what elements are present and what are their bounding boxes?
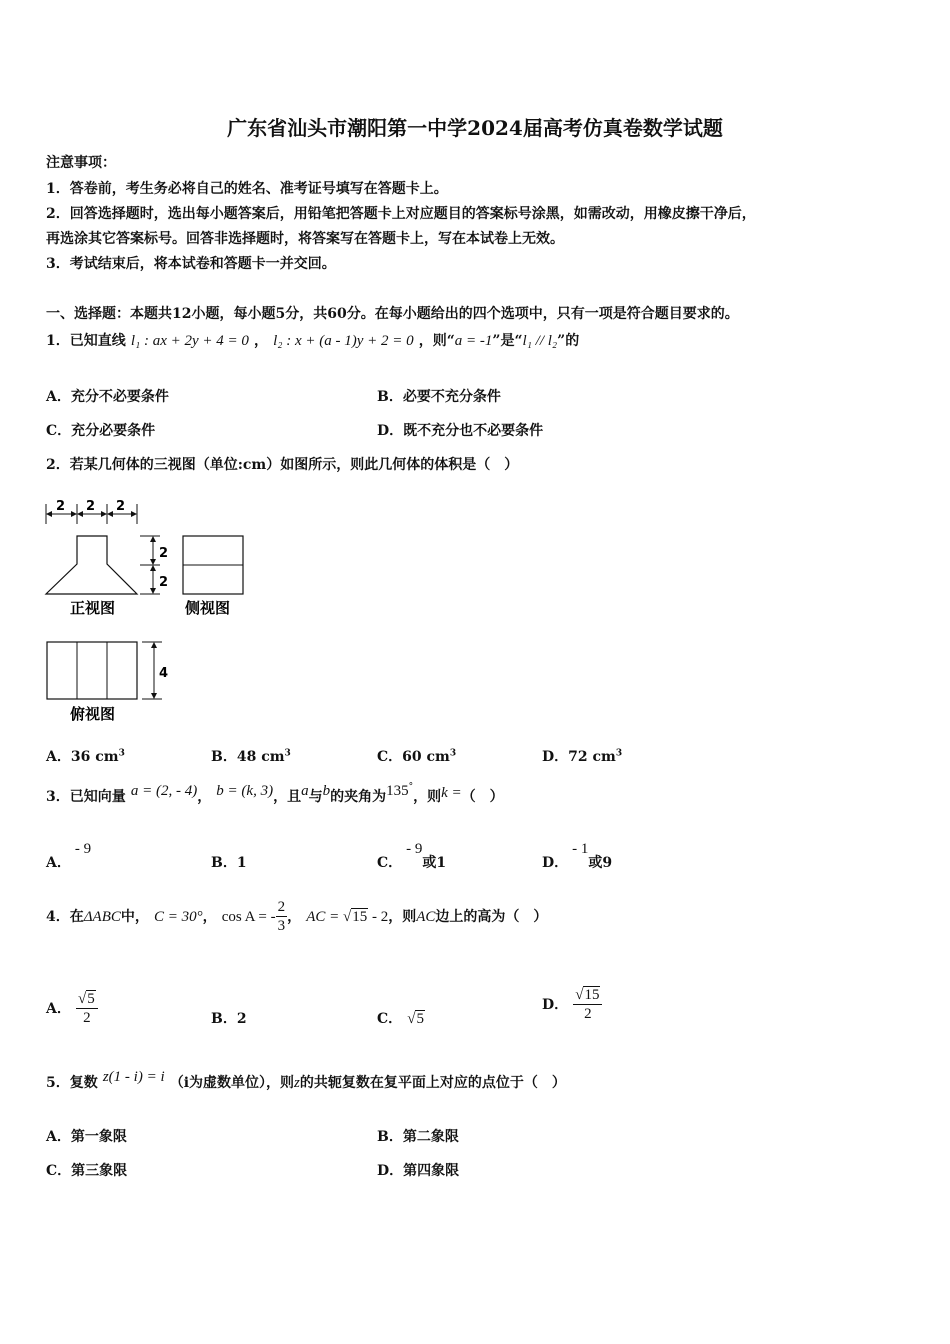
- dim-label-5: 2: [159, 575, 169, 590]
- q3-option-c: C．- 9或1: [377, 841, 447, 871]
- complex-expression: z(1 - i) = i: [102, 1069, 165, 1085]
- question-2-stem: 2．若某几何体的三视图（单位:cm）如图所示，则此几何体的体积是（ ）: [46, 457, 519, 473]
- q1-prefix: 1．已知直线: [46, 333, 126, 349]
- three-view-figure: [40, 496, 260, 728]
- q5-option-d: D．第四象限: [377, 1163, 460, 1179]
- notice-item-3: 3．考试结束后，将本试卷和答题卡一并交回。: [46, 256, 336, 272]
- height-label: 4: [159, 666, 169, 681]
- q1-condition: a = -1: [454, 333, 493, 349]
- dim-label-2: 2: [86, 499, 96, 514]
- q1-line-l1: l₁ : ax + 2y + 4 = 0: [130, 333, 249, 349]
- notice-heading: 注意事项：: [46, 155, 116, 171]
- q2-option-d: D．72 $cm^3$: [542, 748, 623, 765]
- side-view-label: 侧视图: [185, 599, 231, 617]
- q1-option-c: C．充分必要条件: [46, 423, 156, 439]
- dim-label-3: 2: [116, 499, 126, 514]
- q3-option-b: B．1: [211, 855, 247, 871]
- triangle-abc: ΔABC: [83, 909, 121, 925]
- q3-option-d: D．- 1或9: [542, 841, 613, 871]
- q1-sep: ，: [254, 333, 268, 349]
- notice-item-1: 1．答卷前，考生务必将自己的姓名、准考证号填写在答题卡上。: [46, 181, 448, 197]
- section-heading: 一、选择题：本题共12小题，每小题5分，共60分。在每小题给出的四个选项中，只有一项是符合题目要求的。: [46, 306, 739, 322]
- top-view-label: 俯视图: [70, 705, 116, 723]
- q5-option-a: A．第一象限: [46, 1129, 127, 1145]
- dim-label-4: 2: [159, 546, 169, 561]
- notice-item-2a: 2．回答选择题时，选出每小题答案后，用铅笔把答题卡上对应题目的答案标号涂黑，如需改动，用橡皮擦干净后，: [46, 206, 756, 222]
- vector-b: b = (k, 3): [216, 783, 274, 799]
- q1-line-l2: l₂ : x + (a - 1)y + 2 = 0: [273, 333, 414, 349]
- question-4-stem: 4．在ΔABC中， C = 30°， cos A = - $\frac{2}{3}$ ， AC = √15 - 2，则AC边上的高为（ ）: [46, 899, 548, 934]
- dim-label-1: 2: [56, 499, 66, 514]
- q5-option-b: B．第二象限: [377, 1129, 459, 1145]
- q1-end: ”的: [557, 333, 580, 349]
- front-view-label: 正视图: [70, 599, 116, 617]
- q4-option-b: B．2: [211, 1011, 247, 1027]
- q1-mid: ，则“: [418, 333, 455, 349]
- q2-option-c: C．60 $cm^3$: [377, 748, 457, 765]
- q2-option-b: B．48 $cm^3$: [211, 748, 291, 765]
- q4-option-a: A． $\frac{√5}{2}$: [46, 990, 98, 1027]
- q2-option-a: A．36 $cm^3$: [46, 748, 125, 765]
- vector-a: a = (2, - 4): [130, 783, 198, 799]
- notice-item-2b: 再选涂其它答案标号。回答非选择题时，将答案写在答题卡上，写在本试卷上无效。: [46, 231, 564, 247]
- angle-value: 135: [386, 783, 409, 799]
- question-3-stem: 3．已知向量 a = (2, - 4)， b = (k, 3)，且a与b的夹角为135°，则k =（ ）: [46, 781, 504, 805]
- question-1-stem: [46, 330, 579, 350]
- page-title: 广东省汕头市潮阳第一中学2024届高考仿真卷数学试题: [227, 116, 723, 140]
- q1-option-a: A．充分不必要条件: [46, 389, 169, 405]
- q1-option-d: D．既不充分也不必要条件: [377, 423, 544, 439]
- cos-fraction: $\frac{2}{3}$: [277, 899, 286, 934]
- q1-mid2: ”是“: [492, 333, 523, 349]
- q4-option-c: C． √5: [377, 1011, 424, 1027]
- q1-parallel: l₁ // l₂: [522, 333, 558, 349]
- question-5-stem: 5．复数 z(1 - i) = i （i为虚数单位），则z的共轭复数在复平面上对应的点位于（ ）: [46, 1069, 566, 1091]
- q1-option-b: B．必要不充分条件: [377, 389, 501, 405]
- q4-option-d: D． $\frac{√15}{2}$: [542, 986, 602, 1023]
- q5-option-c: C．第三象限: [46, 1163, 128, 1179]
- q3-option-a: A．- 9: [46, 841, 92, 871]
